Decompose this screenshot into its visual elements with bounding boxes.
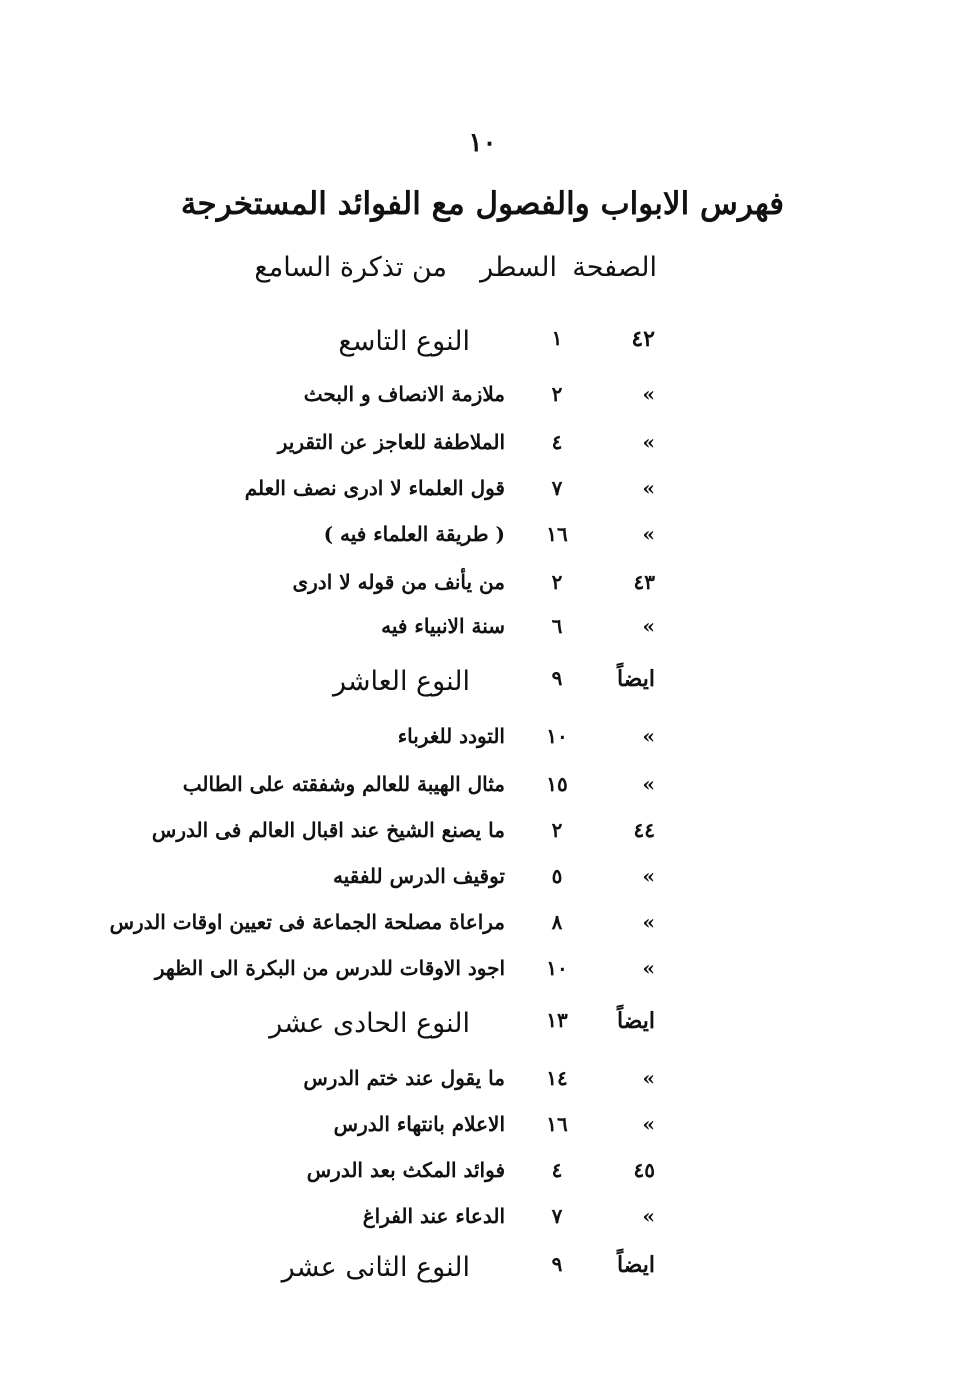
entry-page-number: » [642, 1204, 655, 1228]
header-topic-column: من تذكرة السامع [254, 252, 447, 283]
entry-page-number: ٤٤ [633, 818, 655, 842]
entry-line-number: ٥ [551, 864, 563, 888]
index-entry [0, 818, 965, 858]
index-entry [0, 570, 965, 610]
entry-line-number: ١ [551, 326, 563, 350]
entry-line-number: ٢ [551, 570, 563, 594]
entry-line-number: ٧ [551, 1204, 563, 1228]
entry-page-number: » [642, 1112, 655, 1136]
entry-line-number: ٩ [551, 666, 563, 690]
index-header [0, 252, 965, 292]
index-section-heading [0, 1252, 965, 1292]
entry-topic: النوع العاشر [332, 666, 470, 697]
entry-topic: مثال الهيبة للعالم وشفقته على الطالب [182, 772, 505, 796]
index-entry [0, 910, 965, 950]
index-entry [0, 1204, 965, 1244]
entry-page-number: » [642, 1066, 655, 1090]
index-entry [0, 522, 965, 562]
entry-topic: من يأنف من قوله لا ادرى [292, 570, 505, 594]
entry-page-number: » [642, 476, 655, 500]
index-entry [0, 1112, 965, 1152]
entry-page-number: » [642, 382, 655, 406]
entry-page-number: ايضاً [616, 1252, 655, 1278]
index-entry [0, 614, 965, 654]
entry-line-number: ١٣ [546, 1008, 568, 1032]
index-entry [0, 956, 965, 996]
index-entry [0, 382, 965, 422]
entry-topic: ما يقول عند ختم الدرس [303, 1066, 505, 1090]
entry-line-number: ٧ [551, 476, 563, 500]
entry-line-number: ٦ [551, 614, 563, 638]
index-entry [0, 772, 965, 812]
entry-line-number: ١٦ [546, 522, 568, 546]
entry-topic: الدعاء عند الفراغ [362, 1204, 505, 1228]
entry-line-number: ٩ [551, 1252, 563, 1276]
entry-page-number: » [642, 772, 655, 796]
entry-topic: توقيف الدرس للفقيه [332, 864, 505, 888]
index-entry [0, 1158, 965, 1198]
entry-topic: فوائد المكث بعد الدرس [306, 1158, 505, 1182]
entry-topic: سنة الانبياء فيه [381, 614, 505, 638]
page-title: فهرس الابواب والفصول مع الفوائد المستخرجة [180, 186, 785, 222]
entry-page-number: » [642, 864, 655, 888]
entry-page-number: » [642, 522, 655, 546]
entry-topic: النوع الثانى عشر [281, 1252, 470, 1283]
entry-topic: مراعاة مصلحة الجماعة فى تعيين اوقات الدرس [109, 910, 505, 934]
entry-topic: التودد للغرباء [397, 724, 505, 748]
entry-line-number: ١٦ [546, 1112, 568, 1136]
entry-line-number: ٨ [551, 910, 563, 934]
entry-page-number: ٤٢ [631, 326, 655, 352]
entry-page-number: » [642, 430, 655, 454]
entry-topic: النوع التاسع [338, 326, 470, 357]
entry-page-number: » [642, 614, 655, 638]
index-entry [0, 724, 965, 764]
entry-topic: اجود الاوقات للدرس من البكرة الى الظهر [154, 956, 505, 980]
entry-page-number: ٤٣ [633, 570, 655, 594]
header-line-column: السطر [480, 252, 557, 283]
index-section-heading [0, 326, 965, 366]
entry-page-number: » [642, 956, 655, 980]
entry-topic: النوع الحادى عشر [269, 1008, 470, 1039]
entry-line-number: ١٠ [546, 724, 568, 748]
entry-topic: الاعلام بانتهاء الدرس [333, 1112, 505, 1136]
index-entry [0, 864, 965, 904]
entry-line-number: ١٠ [546, 956, 568, 980]
entry-topic: الملاطفة للعاجز عن التقرير [277, 430, 505, 454]
entry-line-number: ١٤ [546, 1066, 568, 1090]
entry-line-number: ٢ [551, 818, 563, 842]
entry-line-number: ٢ [551, 382, 563, 406]
entry-topic: ( طريقة العلماء فيه ) [323, 522, 505, 546]
index-entry [0, 1066, 965, 1106]
entry-page-number: ايضاً [616, 1008, 655, 1034]
header-page-column: الصفحة [572, 252, 657, 283]
entry-line-number: ٤ [551, 430, 563, 454]
index-entry [0, 430, 965, 470]
entry-page-number: ٤٥ [633, 1158, 655, 1182]
page-number: ١٠ [468, 128, 497, 158]
index-section-heading [0, 1008, 965, 1048]
entry-topic: ملازمة الانصاف و البحث [303, 382, 505, 406]
entry-topic: ما يصنع الشيخ عند اقبال العالم فى الدرس [151, 818, 505, 842]
entry-page-number: » [642, 910, 655, 934]
entry-line-number: ٤ [551, 1158, 563, 1182]
entry-topic: قول العلماء لا ادرى نصف العلم [244, 476, 505, 500]
entry-page-number: » [642, 724, 655, 748]
index-section-heading [0, 666, 965, 706]
entry-line-number: ١٥ [546, 772, 568, 796]
index-entry [0, 476, 965, 516]
entry-page-number: ايضاً [616, 666, 655, 692]
